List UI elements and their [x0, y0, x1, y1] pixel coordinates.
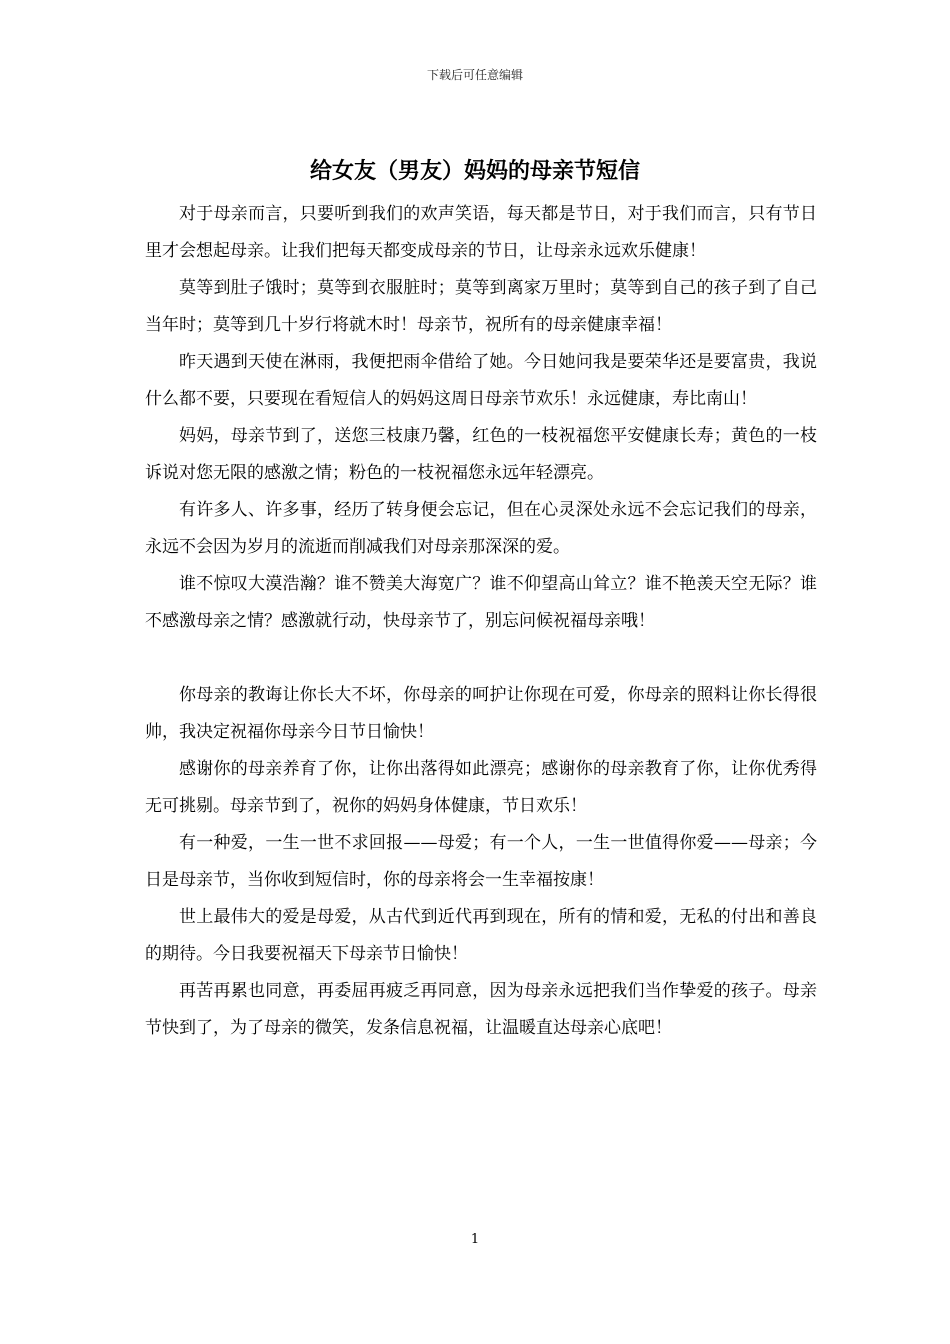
paragraph: 感谢你的母亲养育了你，让你出落得如此漂亮；感谢你的母亲教育了你，让你优秀得无可挑剔。母亲节到了，祝你的妈妈身体健康，节日欢乐！ — [145, 759, 817, 816]
paragraph: 谁不惊叹大漠浩瀚？谁不赞美大海宽广？谁不仰望高山耸立？谁不艳羡天空无际？谁不感激母亲之情？感激就行动，快母亲节了，别忘问候祝福母亲哦！ — [145, 574, 817, 631]
paragraph: 有一种爱，一生一世不求回报——母爱；有一个人，一生一世值得你爱——母亲；今日是母亲节，当你收到短信时，你的母亲将会一生幸福按康！ — [145, 833, 817, 890]
page-number: 1 — [470, 1232, 480, 1247]
paragraph: 有许多人、许多事，经历了转身便会忘记，但在心灵深处永远不会忘记我们的母亲，永远不会因为岁月的流逝而削减我们对母亲那深深的爱。 — [145, 500, 817, 557]
paragraph: 昨天遇到天使在淋雨，我便把雨伞借给了她。今日她问我是要荣华还是要富贵，我说什么都不要，只要现在看短信人的妈妈这周日母亲节欢乐！永远健康，寿比南山！ — [145, 352, 817, 409]
paragraph: 妈妈，母亲节到了，送您三枝康乃馨，红色的一枝祝福您平安健康长寿；黄色的一枝诉说对您无限的感激之情；粉色的一枝祝福您永远年轻漂亮。 — [145, 426, 817, 483]
paragraph: 再苦再累也同意，再委屈再疲乏再同意，因为母亲永远把我们当作挚爱的孩子。母亲节快到了，为了母亲的微笑，发条信息祝福，让温暖直达母亲心底吧！ — [145, 981, 817, 1038]
paragraph: 世上最伟大的爱是母爱，从古代到近代再到现在，所有的情和爱，无私的付出和善良的期待。今日我要祝福天下母亲节日愉快！ — [145, 907, 817, 964]
paragraph: 你母亲的教诲让你长大不坏，你母亲的呵护让你现在可爱，你母亲的照料让你长得很帅，我决定祝福你母亲今日节日愉快！ — [145, 685, 817, 742]
document-body — [145, 196, 817, 1047]
document-title: 给女友（男友）妈妈的母亲节短信 — [309, 158, 640, 184]
blank-line — [145, 640, 817, 677]
paragraph: 莫等到肚子饿时；莫等到衣服脏时；莫等到离家万里时；莫等到自己的孩子到了自己当年时；莫等到几十岁行将就木时！母亲节，祝所有的母亲健康幸福！ — [145, 278, 817, 335]
header-note: 下载后可任意编辑 — [426, 68, 523, 82]
paragraph: 对于母亲而言，只要听到我们的欢声笑语，每天都是节日，对于我们而言，只有节日里才会想起母亲。让我们把每天都变成母亲的节日，让母亲永远欢乐健康！ — [145, 204, 817, 261]
